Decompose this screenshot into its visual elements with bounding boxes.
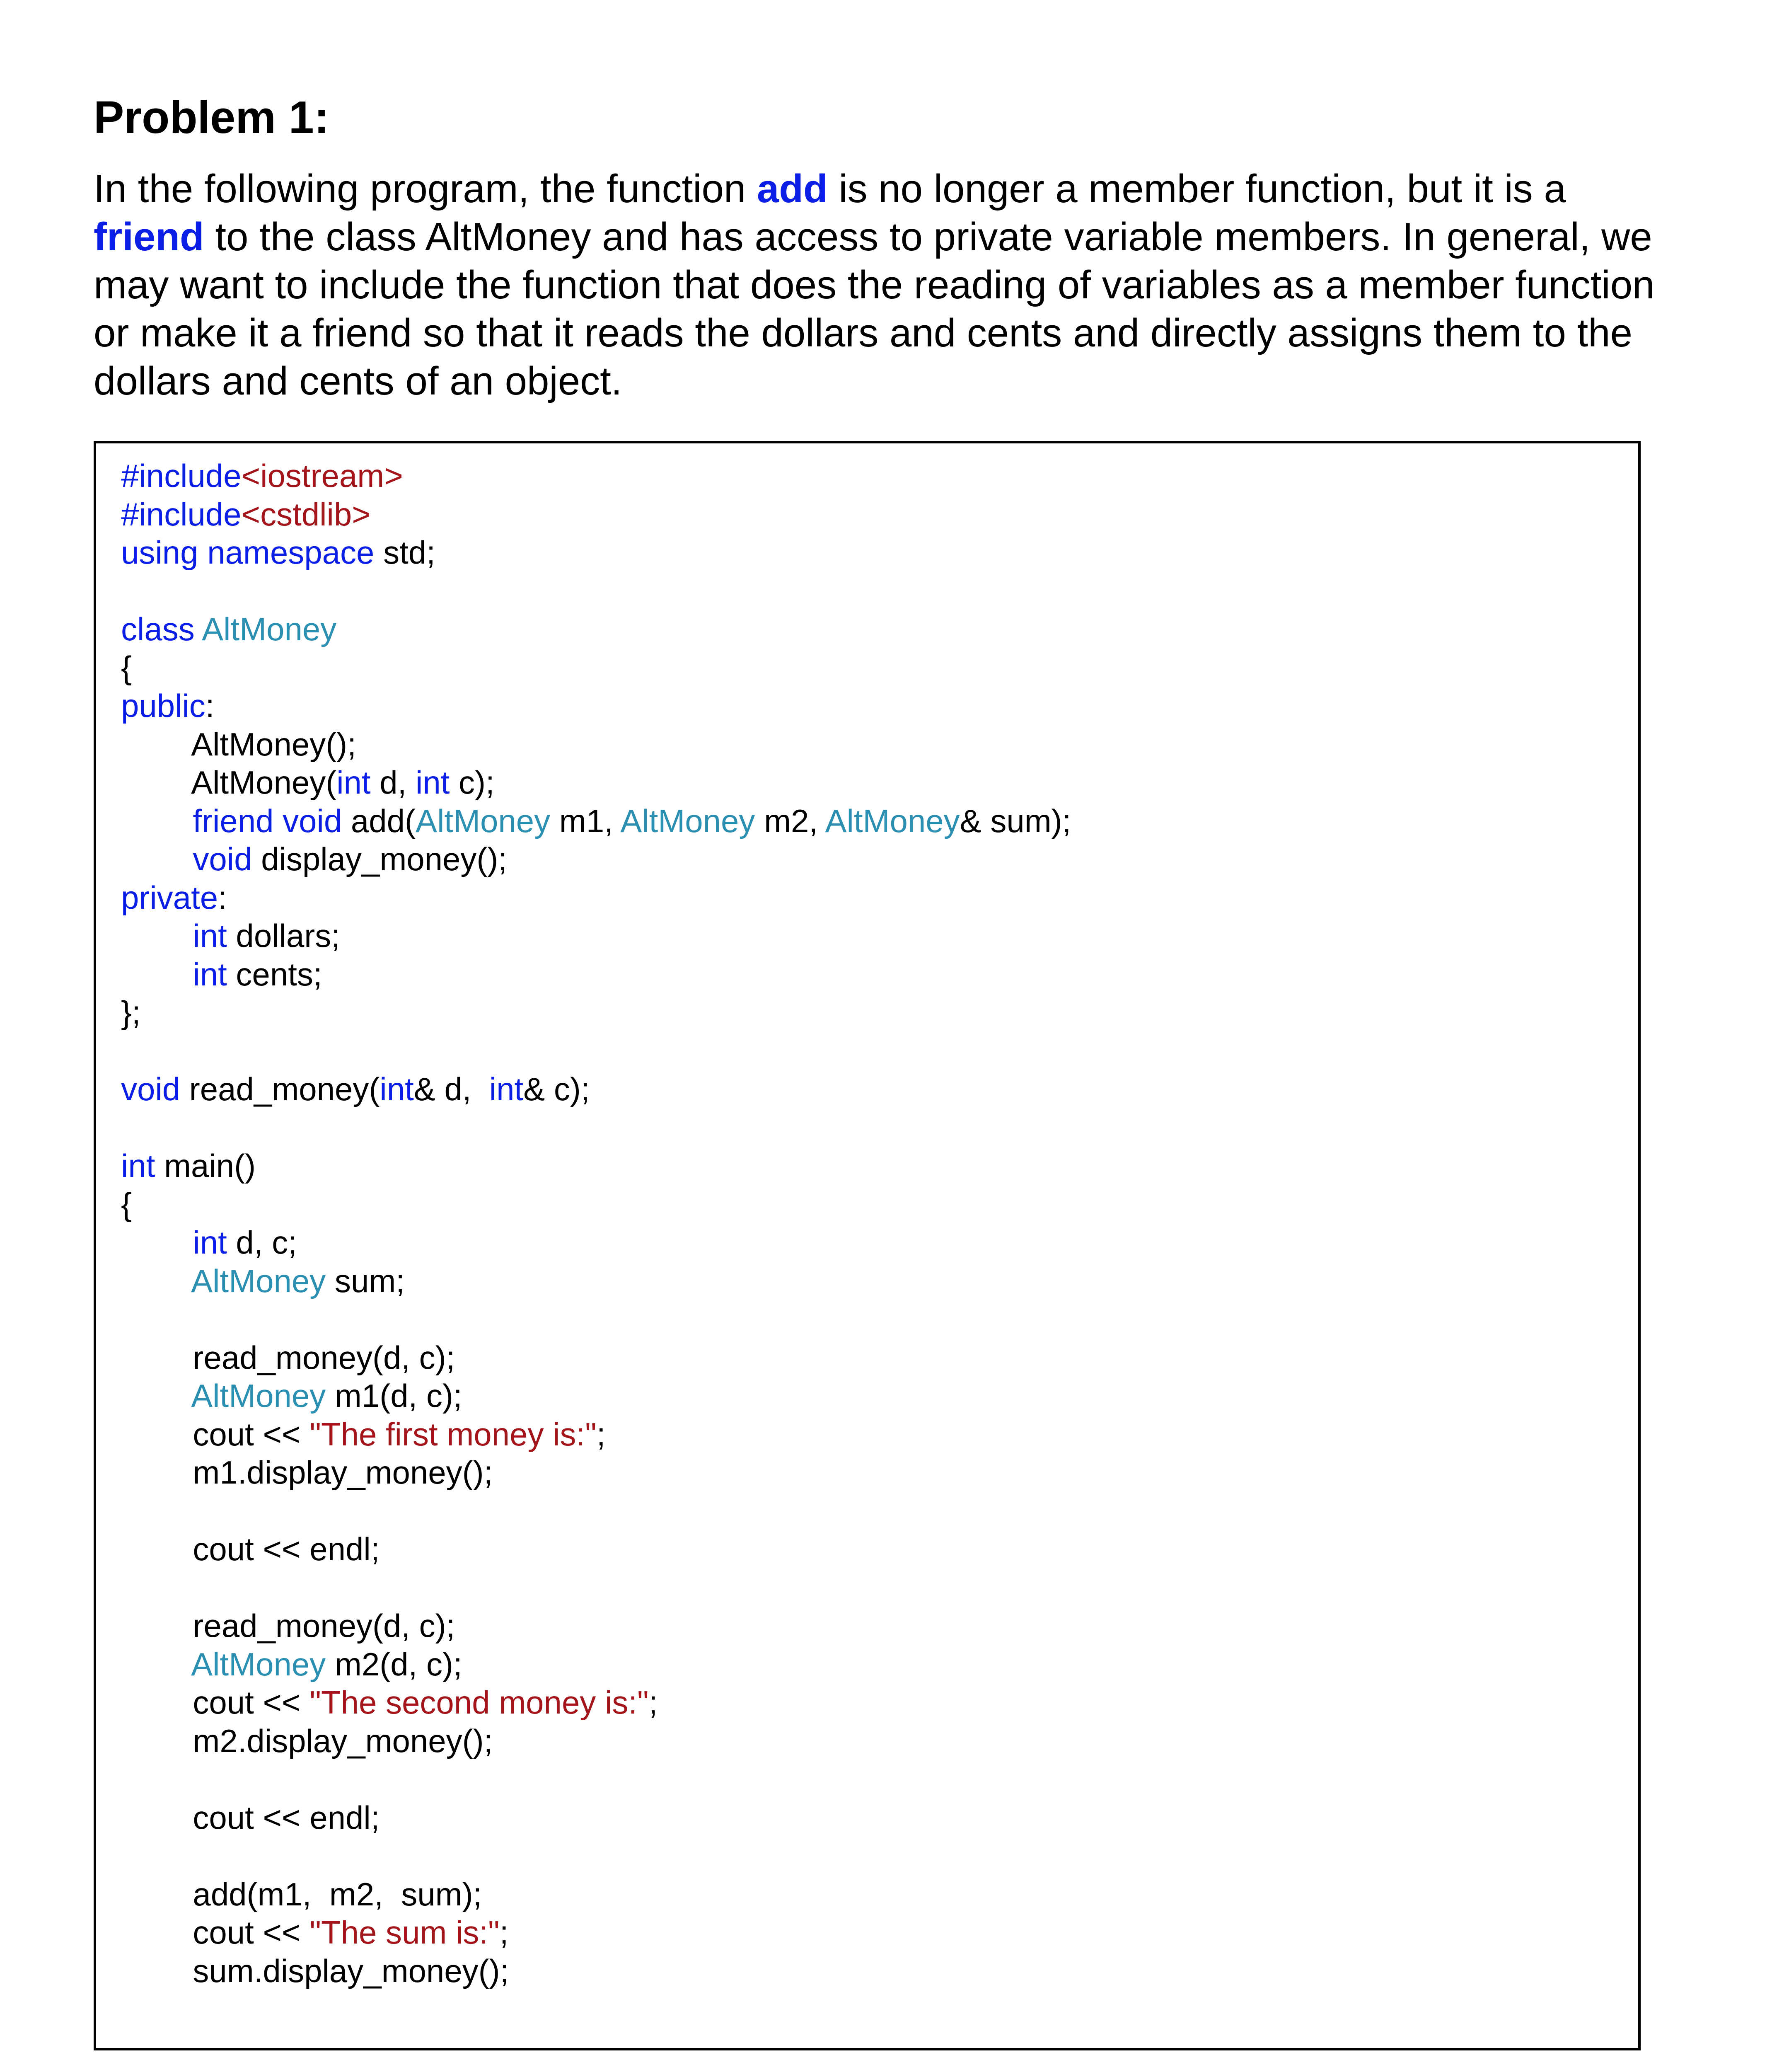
code-token: main() — [155, 1147, 256, 1184]
code-token: std; — [374, 534, 435, 571]
code-line — [121, 1683, 1071, 1722]
code-token: <iostream> — [241, 457, 403, 494]
intro-keyword: add — [757, 167, 828, 211]
code-token: AltMoney( — [121, 764, 337, 801]
intro-text: to the class AltMoney and has access to private variable members. In general, we may want to include the function that does the reading of variables as a member function or make it a friend so that it reads the dollars and cents and directly assigns them to the dollars and cents of an object. — [94, 215, 1655, 403]
code-token: private — [121, 879, 218, 916]
code-token: cents; — [227, 956, 322, 992]
code-line — [121, 1569, 1071, 1607]
code-token — [121, 1224, 193, 1261]
code-token: int — [193, 1224, 227, 1261]
code-token: AltMoney — [620, 802, 755, 839]
code-line — [121, 610, 1071, 649]
code-token: add(m1, m2, sum); — [121, 1876, 482, 1912]
code-line — [121, 1530, 1071, 1569]
code-line — [121, 1837, 1071, 1875]
code-token: cout << — [121, 1914, 310, 1951]
code-token: public — [121, 687, 205, 724]
code-token: sum.display_money(); — [121, 1952, 509, 1989]
code-token: m2(d, c); — [326, 1646, 462, 1682]
code-line — [121, 649, 1071, 687]
code-line — [121, 495, 1071, 534]
code-line — [121, 1262, 1071, 1300]
code-line — [121, 955, 1071, 994]
code-token — [121, 1377, 191, 1414]
code-line — [121, 1032, 1071, 1070]
code-listing — [121, 457, 1071, 1990]
code-line — [121, 917, 1071, 955]
code-line — [121, 1607, 1071, 1645]
code-token: ; — [648, 1684, 658, 1721]
code-token: dollars; — [227, 917, 340, 954]
problem-heading: Problem 1: — [94, 92, 329, 143]
code-token: cout << endl; — [121, 1799, 380, 1836]
intro-text: is no longer a member function, but it is a — [827, 167, 1566, 211]
code-token: m1.display_money(); — [121, 1454, 493, 1491]
code-line — [121, 1645, 1071, 1684]
code-token: AltMoney — [416, 802, 551, 839]
code-token: m2, — [755, 802, 825, 839]
code-token: "The second money is:" — [309, 1684, 649, 1721]
code-token: int — [489, 1071, 524, 1107]
code-token: int — [336, 764, 371, 801]
code-box — [94, 441, 1641, 2050]
code-token: read_money(d, c); — [121, 1339, 455, 1376]
code-line — [121, 1070, 1071, 1109]
code-token: void — [121, 1071, 181, 1107]
code-line — [121, 1875, 1071, 1914]
code-line — [121, 840, 1071, 879]
code-token: & sum); — [960, 802, 1071, 839]
code-token: int — [193, 956, 227, 992]
code-token: #include — [121, 457, 242, 494]
intro-paragraph — [94, 165, 1680, 405]
code-token: read_money( — [180, 1071, 380, 1107]
code-token: AltMoney — [191, 1377, 326, 1414]
code-token: : — [218, 879, 227, 916]
code-token: & c); — [523, 1071, 590, 1107]
code-token: d, c; — [227, 1224, 297, 1261]
code-line — [121, 1147, 1071, 1185]
code-line — [121, 1722, 1071, 1760]
intro-keyword: friend — [94, 215, 204, 259]
code-token: int — [380, 1071, 414, 1107]
code-token: class — [121, 611, 195, 647]
code-token: AltMoney(); — [121, 726, 356, 762]
code-token: m2.display_money(); — [121, 1722, 493, 1759]
code-token: void — [193, 841, 252, 877]
code-line — [121, 1952, 1071, 1990]
code-line — [121, 533, 1071, 572]
code-line — [121, 1223, 1071, 1262]
code-token — [121, 803, 193, 839]
code-line — [121, 1339, 1071, 1377]
code-token — [121, 1263, 191, 1299]
code-token: int — [193, 917, 227, 954]
code-line — [121, 1185, 1071, 1224]
code-line — [121, 1377, 1071, 1415]
code-line — [121, 572, 1071, 610]
code-token: { — [121, 1186, 132, 1222]
code-token: c); — [450, 764, 495, 801]
code-line — [121, 1109, 1071, 1147]
code-token: : — [205, 687, 215, 724]
code-line — [121, 1453, 1071, 1492]
code-token: m1, — [550, 802, 621, 839]
code-line — [121, 879, 1071, 917]
code-token: m1(d, c); — [326, 1377, 462, 1414]
code-line — [121, 725, 1071, 764]
code-line — [121, 1415, 1071, 1454]
code-token: sum; — [326, 1262, 405, 1299]
code-token: AltMoney — [191, 1262, 326, 1299]
code-token: int — [121, 1147, 155, 1184]
code-token: display_money(); — [252, 841, 508, 877]
code-token — [121, 917, 193, 954]
code-token — [121, 841, 193, 877]
code-token: }; — [121, 994, 141, 1031]
code-token: <cstdlib> — [241, 496, 371, 533]
code-line — [121, 993, 1071, 1032]
code-line — [121, 1913, 1071, 1952]
code-token: AltMoney — [825, 802, 960, 839]
code-token: ; — [499, 1914, 509, 1951]
code-token: AltMoney — [194, 611, 337, 647]
code-token: add( — [342, 802, 416, 839]
code-token: d, — [370, 764, 416, 801]
code-line — [121, 802, 1071, 840]
code-token — [121, 1646, 191, 1682]
code-line — [121, 1300, 1071, 1339]
code-token: int — [415, 764, 450, 801]
code-token: read_money(d, c); — [121, 1607, 455, 1644]
code-line — [121, 1760, 1071, 1798]
code-line — [121, 763, 1071, 802]
code-line — [121, 1492, 1071, 1530]
code-line — [121, 457, 1071, 495]
code-token: { — [121, 649, 132, 686]
code-token: & d, — [413, 1071, 489, 1107]
code-token: friend void — [193, 802, 342, 839]
code-token: AltMoney — [191, 1646, 326, 1682]
code-token: "The sum is:" — [309, 1914, 500, 1951]
code-line — [121, 687, 1071, 725]
code-token — [121, 956, 193, 992]
code-token: cout << — [121, 1684, 310, 1721]
code-token: #include — [121, 496, 242, 533]
code-token: cout << endl; — [121, 1531, 380, 1567]
code-token: ; — [596, 1416, 606, 1452]
code-line — [121, 1798, 1071, 1837]
code-token: "The first money is:" — [309, 1416, 597, 1452]
code-token: cout << — [121, 1416, 310, 1452]
code-token: using namespace — [121, 534, 375, 571]
intro-text: In the following program, the function — [94, 167, 757, 211]
